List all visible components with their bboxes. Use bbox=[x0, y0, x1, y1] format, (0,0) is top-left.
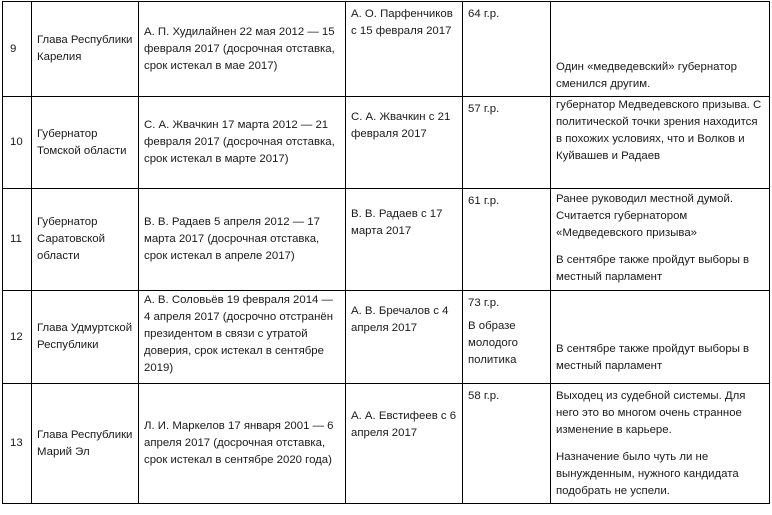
current-governor-cell: В. В. Радаев с 17 марта 2017 bbox=[346, 189, 463, 291]
governors-table bbox=[2, 1, 770, 504]
birth-year-cell bbox=[463, 291, 551, 384]
previous-governor-cell: С. А. Жвачкин 17 марта 2012 — 21 февраля 2017 (досрочная отставка, срок истекал в марте 2017) bbox=[139, 97, 346, 189]
previous-governor-cell: А. В. Соловьёв 19 февраля 2014 — 4 апреля 2017 (досрочно отстранён президентом в связи с утратой доверия, срок истекал в сентябре 2019) bbox=[139, 291, 346, 384]
comment-cell bbox=[551, 384, 770, 504]
birth-year-cell bbox=[463, 189, 551, 291]
birth-year: 58 г.р. bbox=[468, 390, 500, 402]
comment-cell bbox=[551, 189, 770, 291]
birth-year-cell bbox=[463, 384, 551, 504]
table-row bbox=[3, 291, 770, 384]
birth-year-cell bbox=[463, 97, 551, 189]
comment-cell bbox=[551, 97, 770, 189]
comment-paragraph: В сентябре также пройдут выборы в местный парламент bbox=[556, 343, 750, 372]
birth-year: 57 г.р. bbox=[468, 103, 500, 115]
comment-paragraph: Ранее руководил местной думой. Считается губернатором «Медведевского призыва» bbox=[556, 193, 733, 239]
row-number: 11 bbox=[3, 189, 32, 291]
comment-cell bbox=[551, 291, 770, 384]
row-number: 10 bbox=[3, 97, 32, 189]
current-governor-cell: А. А. Евстифеев с 6 апреля 2017 bbox=[346, 384, 463, 504]
previous-governor-cell: В. В. Радаев 5 апреля 2012 — 17 марта 2017 (досрочная отставка, срок истекал в апреле 2017) bbox=[139, 189, 346, 291]
current-governor-cell: А. В. Бречалов с 4 апреля 2017 bbox=[346, 291, 463, 384]
position-cell: Губернатор Саратовской области bbox=[32, 189, 139, 291]
birth-year: 61 г.р. bbox=[468, 195, 500, 207]
table-row bbox=[3, 97, 770, 189]
previous-governor-cell: Л. И. Маркелов 17 января 2001 — 6 апреля 2017 (досрочная отставка, срок истекал в сентябре 2020 года) bbox=[139, 384, 346, 504]
position-cell: Глава Республики Марий Эл bbox=[32, 384, 139, 504]
birth-year: 73 г.р. bbox=[468, 297, 500, 309]
table-row bbox=[3, 384, 770, 504]
row-number: 13 bbox=[3, 384, 32, 504]
previous-governor-cell: А. П. Худилайнен 22 мая 2012 — 15 февраля 2017 (досрочная отставка, срок истекал в мае 2017) bbox=[139, 2, 346, 97]
position-cell: Губернатор Томской области bbox=[32, 97, 139, 189]
position-cell: Глава Удмуртской Республики bbox=[32, 291, 139, 384]
position-cell: Глава Республики Карелия bbox=[32, 2, 139, 97]
row-number: 12 bbox=[3, 291, 32, 384]
birth-year: 64 г.р. bbox=[468, 8, 500, 20]
comment-paragraph: Выходец из судебной системы. Для него это во многом очень странное изменение в карьере. bbox=[556, 390, 746, 436]
comment-paragraph: губернатор Медведевского призыва. С политической точки зрения находится в похожих условиях, что и Волков и Куйвашев и Радаев bbox=[556, 99, 762, 162]
comment-paragraph: Назначение было чуть ли не вынужденным, нужного кандидата подобрать не успели. bbox=[556, 451, 739, 497]
comment-paragraph: В сентябре также пройдут выборы в местный парламент bbox=[556, 254, 750, 283]
current-governor-cell: А. О. Парфенчиков с 15 февраля 2017 bbox=[346, 2, 463, 97]
table-row bbox=[3, 2, 770, 97]
birth-year-cell bbox=[463, 2, 551, 97]
row-number: 9 bbox=[3, 2, 32, 97]
current-governor-cell: С. А. Жвачкин с 21 февраля 2017 bbox=[346, 97, 463, 189]
age-note: В образе молодого политика bbox=[468, 320, 518, 366]
comment-cell bbox=[551, 2, 770, 97]
comment-paragraph: Один «медведевский» губернатор сменился другим. bbox=[556, 61, 737, 90]
table-row bbox=[3, 189, 770, 291]
